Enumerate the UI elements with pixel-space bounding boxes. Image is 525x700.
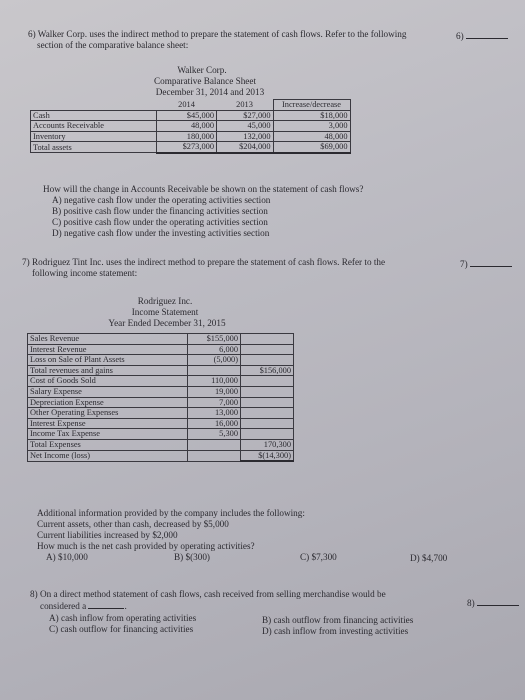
q7-title-company: Rodriguez Inc. [137, 296, 193, 306]
q7-margin-number: 7) [460, 259, 468, 269]
table-row [31, 131, 351, 142]
table-row [28, 355, 294, 366]
q6-option-a[interactable]: A) negative cash flow under the operating activities section [52, 195, 271, 205]
cell-col1: (5,000) [188, 355, 241, 366]
row-label: Net Income (loss) [28, 450, 188, 461]
q6-question: How will the change in Accounts Receivable be shown on the statement of cash flows? [43, 184, 364, 194]
cell-col1 [188, 450, 241, 461]
q7-option-a[interactable]: A) $10,000 [46, 552, 88, 562]
row-label: Cost of Goods Sold [28, 376, 188, 387]
row-label: Total Expenses [28, 439, 188, 450]
table-row [28, 344, 294, 355]
cell-col2: $(14,300) [241, 450, 294, 461]
q6-answer-blank[interactable] [466, 29, 508, 39]
row-label: Loss on Sale of Plant Assets [28, 355, 188, 366]
table-row [28, 386, 294, 397]
q8-answer-blank[interactable] [477, 596, 519, 606]
col-2014-header: 2014 [178, 99, 195, 109]
q8-line2 [40, 600, 127, 612]
q8-line1 [30, 589, 386, 600]
row-label: Income Tax Expense [28, 429, 188, 440]
q6-line1 [28, 29, 407, 40]
q7-option-b[interactable]: B) $(300) [174, 552, 210, 562]
q8-margin [467, 596, 519, 609]
q8-option-d[interactable]: D) cash inflow from investing activities [262, 626, 409, 636]
cell-2014: 180,000 [157, 131, 217, 142]
cell-2013: $204,000 [217, 142, 274, 153]
cell-col2 [241, 418, 294, 429]
cell-col2 [241, 386, 294, 397]
col-2013-header: 2013 [236, 99, 253, 109]
q8-option-b[interactable]: B) cash outflow from financing activities [262, 615, 414, 625]
q7-number: 7) [22, 257, 30, 267]
table-row [28, 408, 294, 419]
q6-margin-number: 6) [456, 31, 464, 41]
cell-change: $18,000 [273, 110, 350, 121]
row-label: Other Operating Expenses [28, 408, 188, 419]
cell-col1: 5,300 [188, 429, 241, 440]
cell-col2 [241, 397, 294, 408]
cell-col2 [241, 334, 294, 345]
q6-title-statement: Comparative Balance Sheet [153, 76, 257, 86]
q7-text-1: Rodriguez Tint Inc. uses the indirect method to prepare the statement of cash flows. Refer to the [31, 257, 386, 267]
row-label: Inventory [31, 131, 157, 142]
table-row [28, 334, 294, 345]
row-label: Interest Revenue [28, 344, 188, 355]
q8-option-a[interactable]: A) cash inflow from operating activities [49, 613, 197, 623]
q7-info-current-liabilities: Current liabilities increased by $2,000 [37, 530, 178, 540]
cell-col1: 7,000 [188, 397, 241, 408]
row-label: Interest Expense [28, 418, 188, 429]
q6-number: 6) [28, 29, 36, 39]
row-label: Cash [31, 110, 157, 121]
q7-line1 [22, 257, 385, 268]
cell-2014: $45,000 [157, 110, 217, 121]
row-label: Sales Revenue [28, 334, 188, 345]
q7-option-d[interactable]: D) $4,700 [410, 553, 448, 563]
cell-col2 [241, 408, 294, 419]
row-label: Accounts Receivable [31, 121, 157, 132]
row-label: Total assets [31, 142, 157, 153]
table-row [28, 397, 294, 408]
q6-title-company: Walker Corp. [177, 65, 227, 75]
q8-option-c[interactable]: C) cash outflow for financing activities [49, 624, 194, 634]
cell-col1: 16,000 [188, 418, 241, 429]
q8-text-2: considered a [40, 601, 87, 611]
cell-col2 [241, 376, 294, 387]
q7-title-date: Year Ended December 31, 2015 [108, 318, 226, 328]
table-row [28, 365, 294, 376]
cell-change: 3,000 [273, 121, 350, 132]
table-row [28, 439, 294, 450]
q7-info-current-assets: Current assets, other than cash, decreased by $5,000 [37, 519, 229, 529]
q7-margin [460, 257, 512, 270]
cell-col2 [241, 429, 294, 440]
cell-2013: 132,000 [217, 131, 274, 142]
q7-answer-blank[interactable] [470, 257, 512, 267]
cell-col1: 110,000 [188, 376, 241, 387]
cell-2013: $27,000 [217, 110, 274, 121]
q6-margin [456, 29, 508, 42]
cell-change: $69,000 [273, 142, 350, 153]
cell-change: 48,000 [273, 131, 350, 142]
q8-margin-number: 8) [467, 598, 475, 608]
cell-2014: 48,000 [157, 121, 217, 132]
cell-col1: 19,000 [188, 386, 241, 397]
table-row [28, 418, 294, 429]
row-label: Salary Expense [28, 386, 188, 397]
cell-col1 [188, 365, 241, 376]
cell-col1: $155,000 [188, 334, 241, 345]
q6-option-c[interactable]: C) positive cash flow under the operating activities section [52, 217, 268, 227]
q8-number: 8) [30, 589, 38, 599]
cell-col2: $156,000 [241, 365, 294, 376]
cell-2014: $273,000 [157, 142, 217, 153]
q6-text-1: Walker Corp. uses the indirect method to prepare the statement of cash flows. Refer to the following [37, 29, 407, 39]
row-label: Depreciation Expense [28, 397, 188, 408]
q6-text-2: section of the comparative balance sheet: [37, 40, 189, 50]
q6-title-date: December 31, 2014 and 2013 [155, 87, 265, 97]
q8-inline-blank[interactable] [88, 600, 127, 611]
col-change-header: Increase/decrease [273, 100, 350, 111]
q6-balance-sheet-table [30, 99, 351, 154]
cell-col2 [241, 355, 294, 366]
q7-title-statement: Income Statement [131, 307, 199, 317]
table-row [31, 110, 351, 121]
table-row [31, 121, 351, 132]
q6-option-d[interactable]: D) negative cash flow under the investing activities section [52, 228, 270, 238]
table-header-row [31, 100, 351, 111]
q6-option-b[interactable]: B) positive cash flow under the financing activities section [52, 206, 268, 216]
cell-col1: 13,000 [188, 408, 241, 419]
table-row [28, 429, 294, 440]
q7-text-2: following income statement: [32, 268, 138, 278]
table-row [28, 450, 294, 461]
table-row [31, 142, 351, 153]
q8-text-1: On a direct method statement of cash flows, cash received from selling merchandise would be [39, 589, 386, 599]
cell-col1 [188, 439, 241, 450]
cell-col1: 6,000 [188, 344, 241, 355]
q7-info-heading: Additional information provided by the company includes the following: [37, 508, 305, 518]
q7-option-c[interactable]: C) $7,300 [300, 552, 337, 562]
q8-period: . [124, 601, 127, 611]
q7-income-statement-table [27, 333, 294, 462]
row-label: Total revenues and gains [28, 365, 188, 376]
table-row [28, 376, 294, 387]
cell-col2 [241, 344, 294, 355]
table-cell [31, 100, 157, 111]
cell-col2: 170,300 [241, 439, 294, 450]
cell-2013: 45,000 [217, 121, 274, 132]
q7-question: How much is the net cash provided by operating activities? [37, 541, 255, 551]
